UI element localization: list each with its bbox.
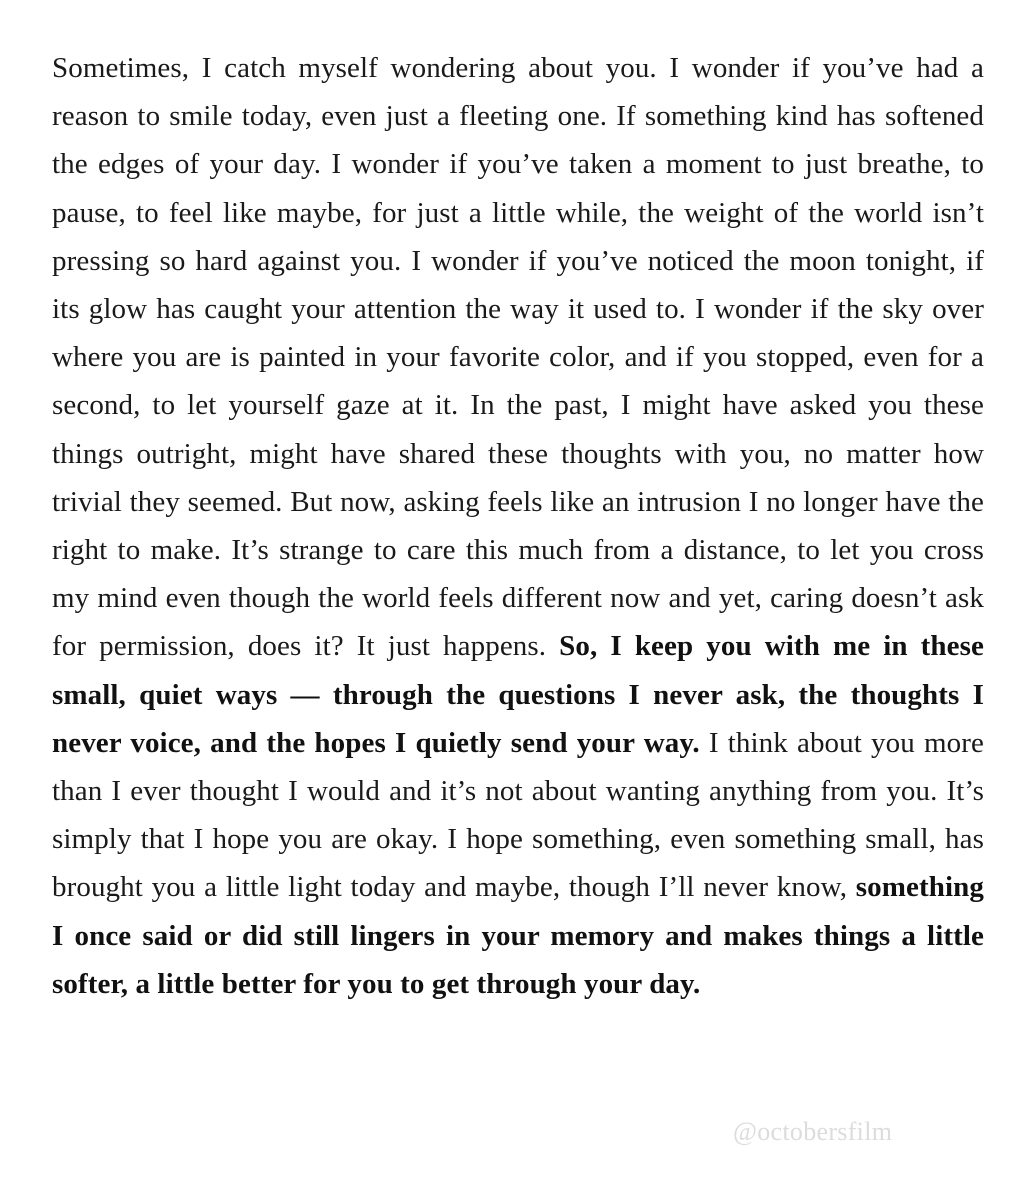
passage-segment-regular-2: I think about you more than I ever thought I would and it’s not about wanting anything from you. It’s simply that I hope you are okay. I hope something, even something small, has brought you a little light today and maybe, though I’ll never know, <box>52 726 984 904</box>
passage-segment-bold-2: something I once said or did still lingers in your memory and makes things a little softer, a little better for you to get through your day. <box>52 871 984 1000</box>
watermark: @octobersfilm <box>733 1117 893 1146</box>
body-passage <box>52 44 984 1008</box>
passage-segment-bold-1: So, I keep you with me in these small, quiet ways — through the questions I never ask, the thoughts I never voice, and the hopes I quietly send your way. <box>52 630 984 759</box>
passage-segment-regular-1: Sometimes, I catch myself wondering about you. I wonder if you’ve had a reason to smile today, even just a fleeting one. If something kind has softened the edges of your day. I wonder if you’ve taken a moment to just breathe, to pause, to feel like maybe, for just a little while, the weight of the world isn’t pressing so hard against you. I wonder if you’ve noticed the moon tonight, if its glow has caught your attention the way it used to. I wonder if the sky over where you are is painted in your favorite color, and if you stopped, even for a second, to let yourself gaze at it. In the past, I might have asked you these things outright, might have shared these thoughts with you, no matter how trivial they seemed. But now, asking feels like an intrusion I no longer have the right to make. It’s strange to care this much from a distance, to let you cross my mind even though the world feels different now and yet, caring doesn’t ask for permission, does it? It just happens. <box>52 52 984 663</box>
